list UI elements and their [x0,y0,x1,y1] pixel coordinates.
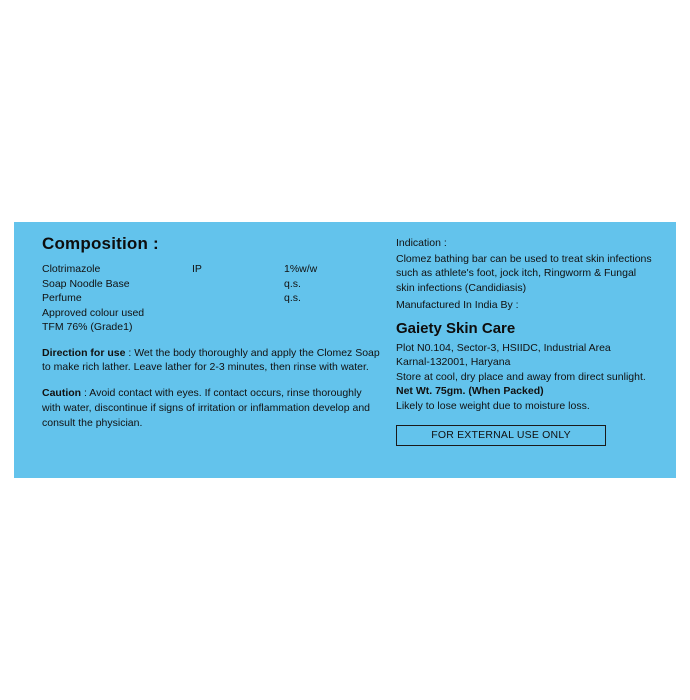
label-right-column [396,236,656,446]
product-label-card [14,222,676,478]
caution-label: Caution [42,387,82,400]
ingredient-row [42,291,382,306]
ingredient-value: 1%w/w [284,263,318,275]
ingredient-name: Clotrimazole [42,263,101,275]
net-weight: Net Wt. 75gm. (When Packed) [396,385,544,397]
ingredient-name: Soap Noodle Base [42,277,130,290]
moisture-loss-note: Likely to lose weight due to moisture loss. [396,399,590,412]
indication-text: Clomez bathing bar can be used to treat skin infections such as athlete's foot, jock itch, Ringworm & Fungal skin infections (Candidiasis) [396,252,652,294]
tfm-line: TFM 76% (Grade1) [42,321,133,333]
storage-instruction: Store at cool, dry place and away from direct sunlight. [396,370,646,383]
indication-heading: Indication : [396,237,447,249]
label-left-column [42,234,382,430]
caution-paragraph [42,386,382,430]
manufactured-in-india-label: Manufactured In India By : [396,299,519,311]
approved-colour-line: Approved colour used [42,306,145,319]
composition-heading: Composition : [42,234,159,253]
ingredient-value: q.s. [284,277,301,290]
ingredient-name: Perfume [42,292,82,304]
for-external-use-only-box: FOR EXTERNAL USE ONLY [396,425,606,446]
brand-name: Gaiety Skin Care [396,319,516,337]
ingredient-list [42,262,382,335]
address-line-2: Karnal-132001, Haryana [396,356,511,368]
ingredient-standard [192,291,284,306]
direction-for-use-label: Direction for use [42,346,126,359]
direction-for-use-paragraph [42,346,382,376]
direction-for-use-text: : Wet the body thoroughly and apply the Clomez Soap to make rich lather. Leave lather for 2-3 minutes, then rinse with water. [42,346,380,374]
ingredient-value: q.s. [284,292,301,304]
ingredient-row [42,262,382,277]
address-line-1: Plot N0.104, Sector-3, HSIIDC, Industrial Area [396,341,611,354]
ingredient-standard: IP [192,263,202,275]
ingredient-row [42,277,382,292]
ingredient-standard [192,277,284,292]
caution-text: : Avoid contact with eyes. If contact occurs, rinse thoroughly with water, discontinue if signs of irritation or inflammation develop and consult the physician. [42,387,371,429]
